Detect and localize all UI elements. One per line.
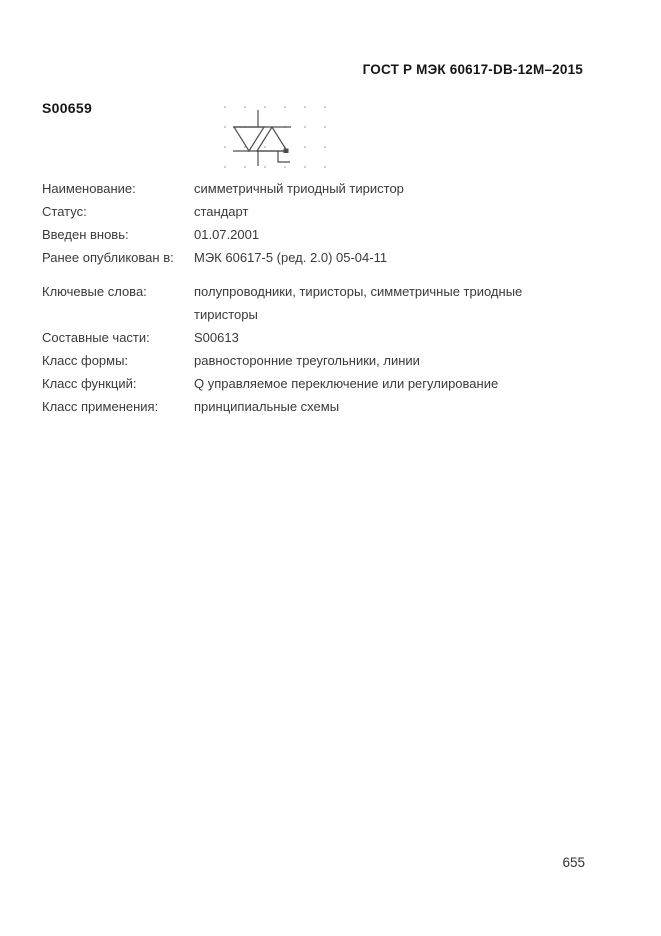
field-value: S00613: [194, 330, 239, 345]
triac-symbol-icon: [220, 98, 330, 173]
field-row: [42, 223, 587, 246]
gate-junction-mark: [284, 149, 289, 154]
field-row: [42, 280, 587, 326]
field-value: Q управляемое переключение или регулирование: [194, 376, 499, 391]
attribute-list: [42, 177, 587, 418]
field-value: принципиальные схемы: [194, 399, 340, 414]
triac-symbol-figure: [220, 98, 330, 173]
triac-symbol-strokes: [233, 110, 291, 166]
field-value: МЭК 60617-5 (ред. 2.0) 05-04-11: [194, 250, 388, 265]
field-label: Ключевые слова:: [42, 284, 147, 299]
field-label: Ранее опубликован в:: [42, 250, 174, 265]
field-value: симметричный триодный тиристор: [194, 181, 404, 196]
field-row: [42, 372, 587, 395]
field-label: Класс применения:: [42, 399, 159, 414]
field-row: [42, 395, 587, 418]
field-label: Класс формы:: [42, 353, 129, 368]
field-label: Составные части:: [42, 330, 150, 345]
design-grid-dots: [224, 106, 326, 168]
symbol-id-heading: S00659: [42, 100, 93, 116]
field-row: [42, 246, 587, 269]
field-label: Наименование:: [42, 181, 136, 196]
field-row: [42, 349, 587, 372]
field-row: [42, 326, 587, 349]
page-number: 655: [562, 855, 585, 870]
standard-code-header: ГОСТ Р МЭК 60617-DB-12M–2015: [362, 62, 583, 77]
field-group-main: [42, 177, 587, 269]
field-label: Введен вновь:: [42, 227, 129, 242]
field-value: полупроводники, тиристоры, симметричные триодные тиристоры: [194, 284, 523, 322]
field-row: [42, 200, 587, 223]
field-value: 01.07.2001: [194, 227, 260, 242]
field-value: равносторонние треугольники, линии: [194, 353, 420, 368]
field-label: Класс функций:: [42, 376, 137, 391]
field-label: Статус:: [42, 204, 87, 219]
field-value: стандарт: [194, 204, 249, 219]
field-row: [42, 177, 587, 200]
field-group-classification: [42, 280, 587, 418]
